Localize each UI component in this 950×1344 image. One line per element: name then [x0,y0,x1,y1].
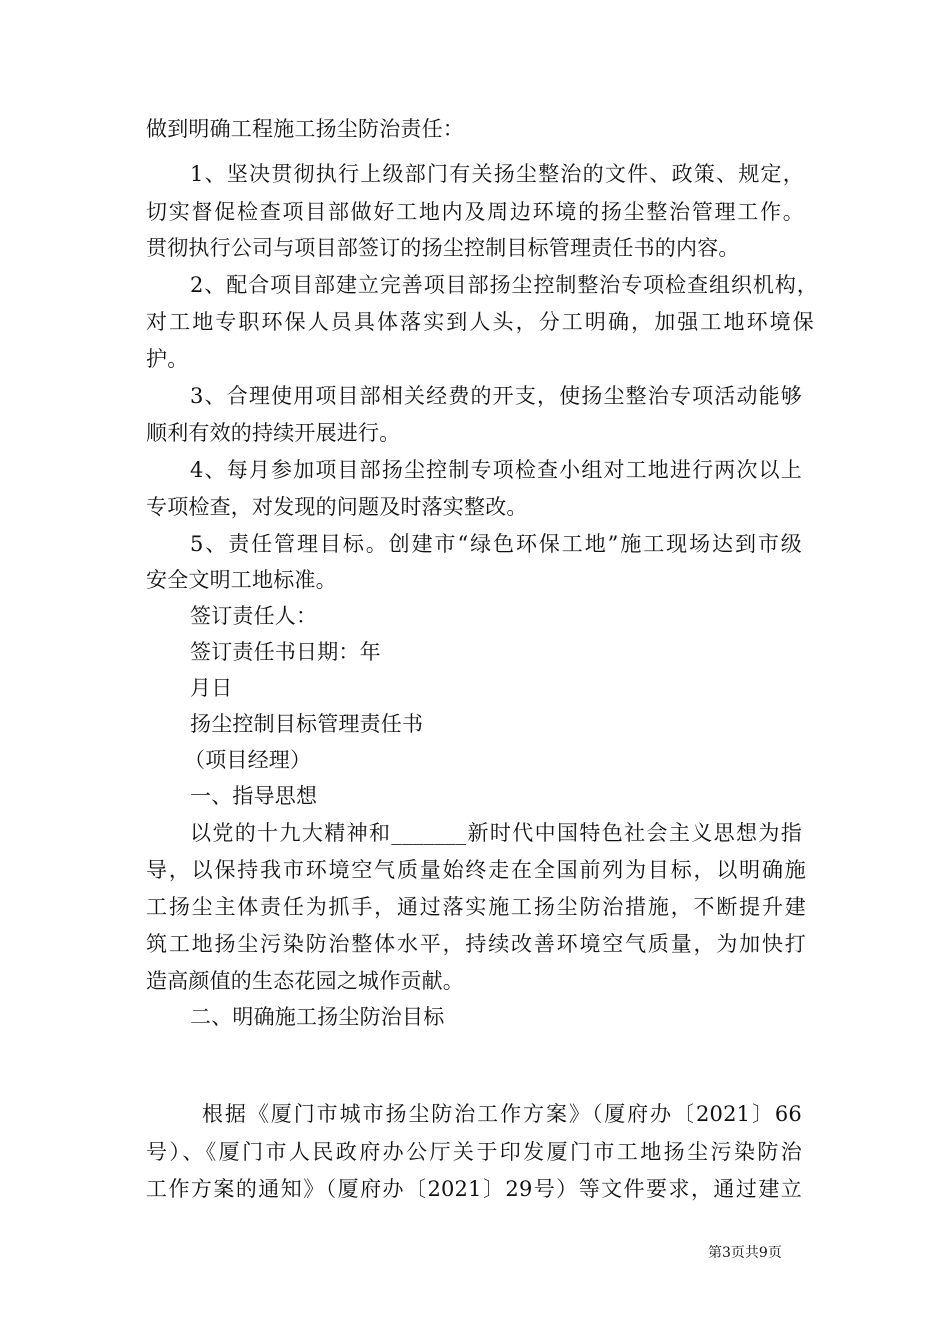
text-line: 安全文明工地标准。 [146,568,337,592]
text-line: 筑工地扬尘污染防治整体水平，持续改善环境空气质量，为加快打 [146,932,806,956]
text-line: 顺利有效的持续开展进行。 [146,421,401,445]
text-line: 导，以保持我市环境空气质量始终走在全国前列为目标，以明确施 [146,858,806,882]
text-line: 工作方案的通知》（厦府办〔2021〕29号）等文件要求，通过建立 [146,1177,803,1201]
text-line: 签订责任人： [190,604,318,628]
text-line: 根据《厦门市城市扬尘防治工作方案》（厦府办〔2021〕66 [202,1102,802,1126]
text-line: 3、合理使用项目部相关经费的开支，使扬尘整治专项活动能够 [190,384,802,408]
text-line: 月日 [190,676,233,700]
text-line: 造高颜值的生态花园之城作贡献。 [146,969,464,993]
text-line: 护。 [146,347,189,371]
text-line: （项目经理） [184,748,312,772]
text-line: 切实督促检查项目部做好工地内及周边环境的扬尘整治管理工作。 [146,200,804,224]
text-line: 以党的十九大精神和_______新时代中国特色社会主义思想为指 [190,821,802,845]
text-line: 工扬尘主体责任为抓手，通过落实施工扬尘防治措施，不断提升建 [146,895,806,919]
text-line: 号）、《厦门市人民政府办公厅关于印发厦门市工地扬尘污染防治 [146,1140,802,1164]
text-line: 签订责任书日期：年 [190,640,381,664]
text-line: 做到明确工程施工扬尘防治责任： [146,117,464,141]
text-line: 1、坚决贯彻执行上级部门有关扬尘整治的文件、政策、规定， [190,162,804,186]
text-line: 贯彻执行公司与项目部签订的扬尘控制目标管理责任书的内容。 [146,236,740,260]
text-line: 2、配合项目部建立完善项目部扬尘控制整治专项检查组织机构， [190,273,818,297]
text-line: 专项检查，对发现的问题及时落实整改。 [146,495,528,519]
text-line: 5、责任管理目标。创建市“绿色环保工地”施工现场达到市级 [190,532,802,556]
text-line: 二、明确施工扬尘防治目标 [190,1005,445,1029]
text-line: 对工地专职环保人员具体落实到人头，分工明确，加强工地环境保 [146,310,814,334]
text-line: 扬尘控制目标管理责任书 [190,712,424,736]
text-line: 4、每月参加项目部扬尘控制专项检查小组对工地进行两次以上 [190,458,802,482]
page-number-footer: 第3页共9页 [708,1245,782,1261]
text-line: 一、指导思想 [190,784,318,808]
